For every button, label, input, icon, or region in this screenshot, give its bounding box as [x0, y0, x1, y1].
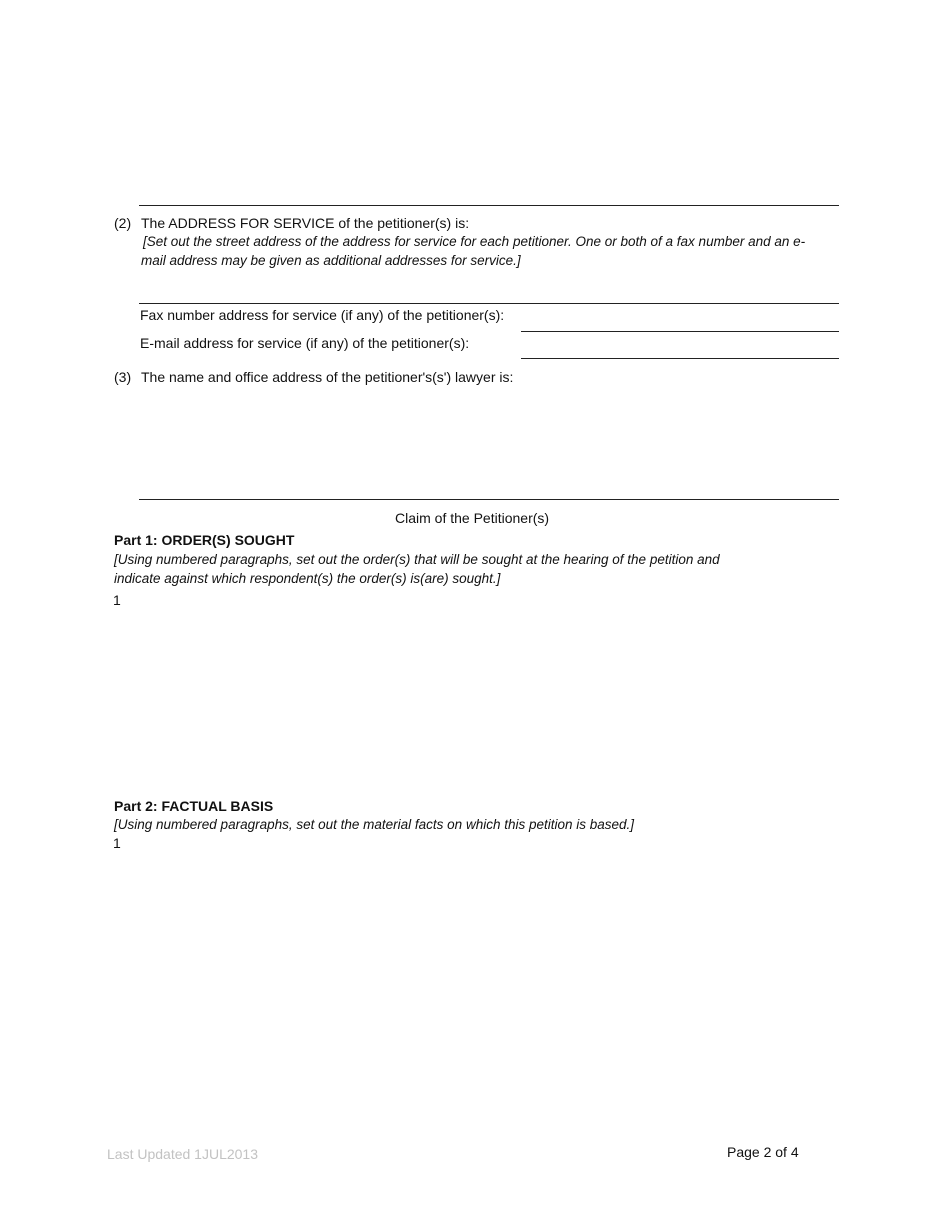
- section-2-instruction: [Set out the street address of the address for service for each petitioner. One or both of a fax number and an e-: [143, 234, 806, 249]
- section-2-instruction-cont: mail address may be given as additional addresses for service.]: [141, 253, 521, 268]
- top-divider: [139, 205, 839, 206]
- fax-label: Fax number address for service (if any) of the petitioner(s):: [140, 307, 505, 323]
- section-2-number: (2): [114, 215, 132, 231]
- part-2-heading: Part 2: FACTUAL BASIS: [114, 798, 274, 814]
- part-2-instruction: [Using numbered paragraphs, set out the material facts on which this petition is based.]: [114, 817, 635, 832]
- part-1-heading: Part 1: ORDER(S) SOUGHT: [114, 532, 295, 548]
- part-1-paragraph-number: 1: [113, 592, 121, 608]
- address-field-line[interactable]: [139, 303, 839, 304]
- fax-field-line[interactable]: [521, 331, 839, 332]
- section-3-heading: The name and office address of the petitioner's(s') lawyer is:: [141, 369, 514, 385]
- section-2-heading: The ADDRESS FOR SERVICE of the petitioner(s) is:: [141, 215, 470, 231]
- part-1-instruction-cont: indicate against which respondent(s) the order(s) is(are) sought.]: [114, 571, 501, 586]
- footer-last-updated: Last Updated 1JUL2013: [107, 1146, 258, 1162]
- part-2-paragraph-number: 1: [113, 835, 121, 851]
- email-field-line[interactable]: [521, 358, 839, 359]
- part-1-instruction: [Using numbered paragraphs, set out the order(s) that will be sought at the hearing of the petition and: [114, 552, 720, 567]
- claim-title: Claim of the Petitioner(s): [395, 510, 550, 526]
- lawyer-field-line[interactable]: [139, 499, 839, 500]
- email-label: E-mail address for service (if any) of the petitioner(s):: [140, 335, 470, 351]
- footer-page-number: Page 2 of 4: [727, 1144, 799, 1160]
- section-3-number: (3): [114, 369, 132, 385]
